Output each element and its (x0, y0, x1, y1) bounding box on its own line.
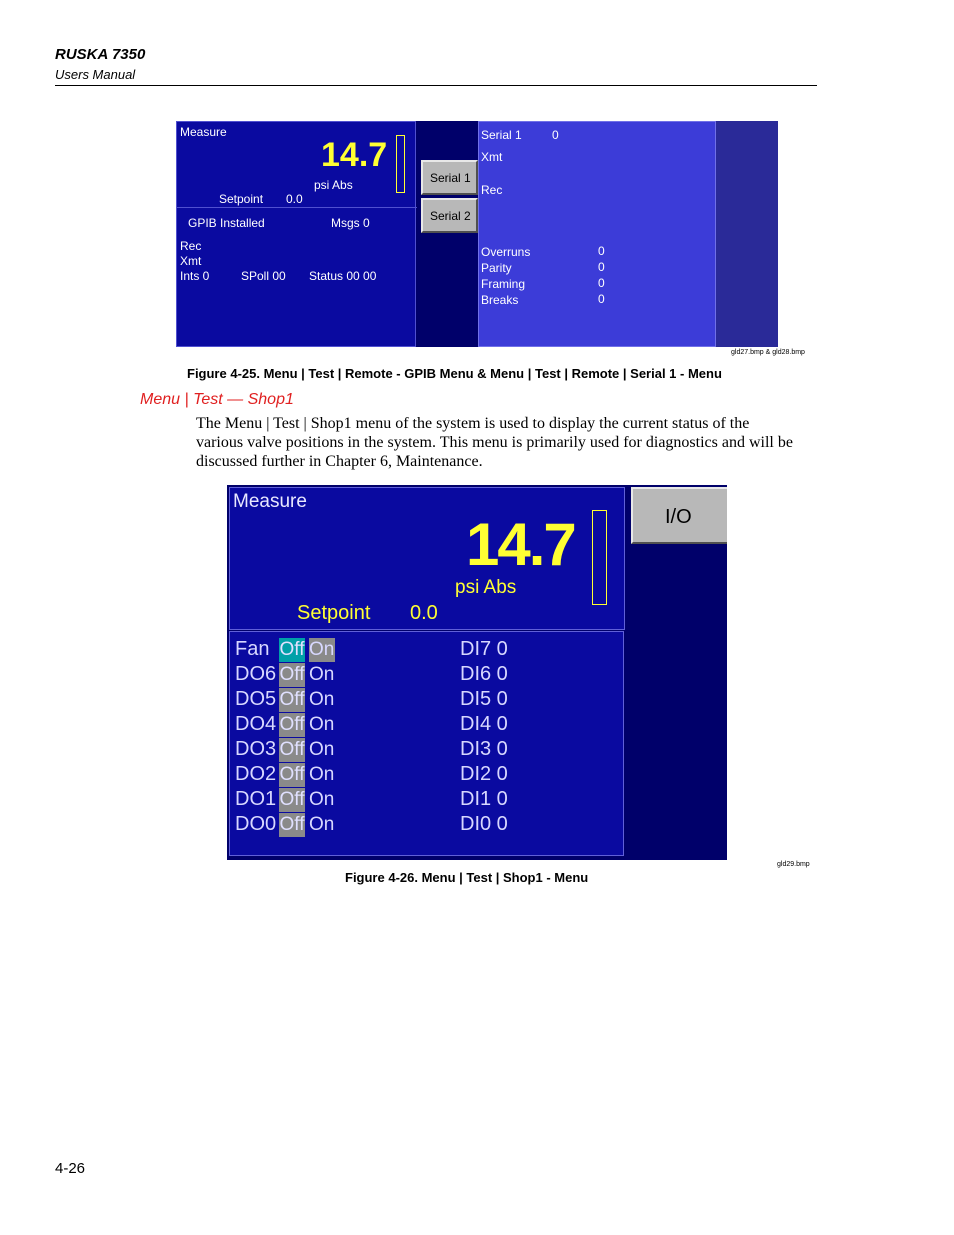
serial-1-button-label: Serial 1 (430, 171, 471, 185)
unit-label: psi Abs (314, 178, 353, 192)
setpoint-value: 0.0 (286, 192, 303, 206)
on-toggle[interactable]: On (309, 739, 335, 760)
breaks-label: Breaks (481, 293, 519, 307)
serial-2-button[interactable] (421, 198, 478, 233)
header-divider (55, 85, 817, 86)
output-label: DO6 (235, 663, 277, 685)
framing-value: 0 (598, 276, 605, 290)
panel-divider (177, 207, 417, 208)
figure-4-26-caption: Figure 4-26. Menu | Test | Shop1 - Menu (345, 870, 589, 885)
output-label: Fan (235, 638, 270, 660)
manual-title: RUSKA 7350 (55, 46, 146, 63)
measure-panel (229, 487, 625, 630)
on-toggle[interactable]: On (309, 789, 335, 810)
parity-value: 0 (598, 260, 605, 274)
figure-4-25-source: gld27.bmp & gld28.bmp (731, 349, 805, 356)
parity-label: Parity (481, 261, 512, 275)
serial-label: Serial 1 (481, 128, 522, 142)
manual-subtitle: Users Manual (55, 67, 136, 82)
figure-4-25-caption: Figure 4-25. Menu | Test | Remote - GPIB Menu & Menu | Test | Remote | Serial 1 - Menu (187, 366, 722, 381)
gpib-panel (176, 121, 416, 347)
digital-input-value: DI7 0 (460, 638, 508, 660)
serial-side-strip (716, 121, 778, 347)
off-toggle[interactable]: Off (279, 689, 305, 710)
setpoint-label: Setpoint (297, 602, 371, 624)
section-heading: Menu | Test — Shop1 (140, 391, 294, 408)
io-button-label: I/O (665, 506, 692, 528)
msgs-count: Msgs 0 (331, 216, 370, 230)
measure-title: Measure (180, 125, 227, 139)
breaks-value: 0 (598, 292, 605, 306)
off-toggle[interactable]: Off (279, 814, 305, 835)
io-row (230, 813, 620, 838)
spoll-value: SPoll 00 (241, 269, 286, 283)
page-number: 4-26 (55, 1160, 86, 1177)
off-toggle[interactable]: Off (279, 789, 305, 810)
output-label: DO3 (235, 738, 277, 760)
figure-4-26-screen (227, 485, 727, 860)
output-label: DO4 (235, 713, 277, 735)
serial-2-button-label: Serial 2 (430, 209, 471, 223)
io-row (230, 638, 620, 663)
status-value: Status 00 00 (309, 269, 377, 283)
on-toggle[interactable]: On (309, 714, 335, 735)
digital-input-value: DI1 0 (460, 788, 508, 810)
io-row (230, 688, 620, 713)
pressure-reading: 14.7 (321, 136, 388, 174)
output-label: DO2 (235, 763, 277, 785)
serial-xmt-label: Xmt (481, 150, 503, 164)
pressure-bar-gauge (396, 135, 405, 193)
serial-rec-label: Rec (481, 183, 503, 197)
digital-input-value: DI3 0 (460, 738, 508, 760)
off-toggle[interactable]: Off (279, 639, 305, 660)
digital-input-value: DI4 0 (460, 713, 508, 735)
section-paragraph: The Menu | Test | Shop1 menu of the system is used to display the current status of the various valve positions in the system. This menu is primarily used for diagnostics and will be discussed further in Chapter 6, Maintenance. (196, 415, 793, 470)
on-toggle[interactable]: On (309, 689, 335, 710)
io-row (230, 788, 620, 813)
output-label: DO5 (235, 688, 277, 710)
overruns-value: 0 (598, 244, 605, 258)
unit-label: psi Abs (455, 577, 517, 598)
digital-input-value: DI5 0 (460, 688, 508, 710)
serial-1-button[interactable] (421, 160, 478, 195)
serial-value: 0 (552, 128, 559, 142)
on-toggle[interactable]: On (309, 664, 335, 685)
output-label: DO0 (235, 813, 277, 835)
digital-input-value: DI2 0 (460, 763, 508, 785)
io-button[interactable] (631, 487, 727, 544)
gpib-status: GPIB Installed (188, 216, 265, 230)
setpoint-value: 0.0 (410, 602, 438, 624)
off-toggle[interactable]: Off (279, 664, 305, 685)
digital-input-value: DI0 0 (460, 813, 508, 835)
figure-4-26-source: gld29.bmp (777, 861, 810, 868)
io-row (230, 763, 620, 788)
measure-title: Measure (233, 491, 307, 512)
setpoint-label: Setpoint (219, 192, 264, 206)
io-panel (229, 631, 624, 856)
digital-input-value: DI6 0 (460, 663, 508, 685)
output-label: DO1 (235, 788, 277, 810)
framing-label: Framing (481, 277, 526, 291)
rec-label: Rec (180, 239, 202, 253)
pressure-reading: 14.7 (466, 511, 575, 578)
off-toggle[interactable]: Off (279, 739, 305, 760)
pressure-bar-gauge (592, 510, 607, 605)
io-row (230, 663, 620, 688)
overruns-label: Overruns (481, 245, 531, 259)
on-toggle[interactable]: On (309, 639, 335, 660)
io-row (230, 713, 620, 738)
ints-count: Ints 0 (180, 269, 210, 283)
on-toggle[interactable]: On (309, 764, 335, 785)
io-row (230, 738, 620, 763)
serial-panel (478, 121, 716, 347)
xmt-label: Xmt (180, 254, 202, 268)
off-toggle[interactable]: Off (279, 764, 305, 785)
off-toggle[interactable]: Off (279, 714, 305, 735)
figure-4-25-screen (176, 121, 778, 347)
on-toggle[interactable]: On (309, 814, 335, 835)
